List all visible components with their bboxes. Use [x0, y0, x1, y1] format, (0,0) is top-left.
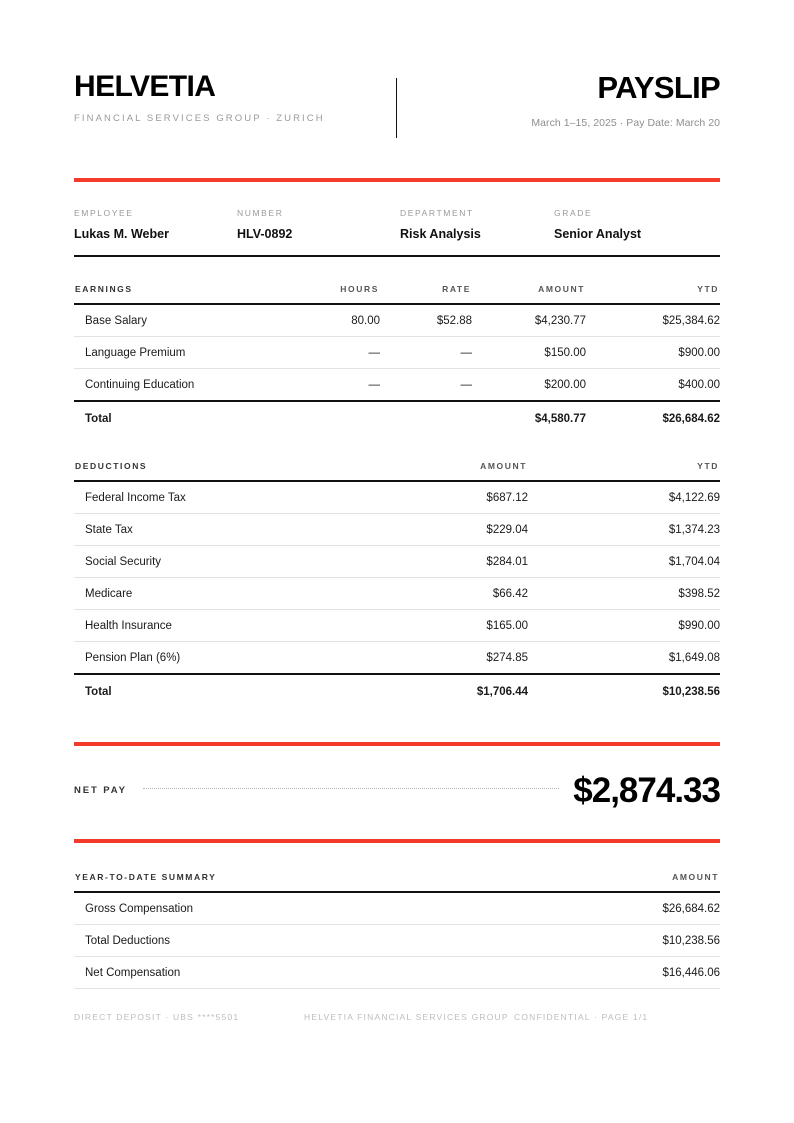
column-header-amount: AMOUNT [524, 871, 720, 892]
ytd-amount: $16,446.06 [524, 957, 720, 989]
ytd-label: Total Deductions [74, 925, 524, 957]
ytd-label: Net Compensation [74, 957, 524, 989]
column-header-hours: HOURS [302, 283, 380, 304]
deduction-label: State Tax [74, 514, 334, 546]
earning-amount: $4,230.77 [472, 304, 586, 337]
table-row [74, 610, 720, 642]
deduction-amount: $274.85 [486, 652, 528, 664]
deduction-amount: $229.04 [334, 514, 528, 546]
deduction-amount: $165.00 [334, 610, 528, 642]
total-hours [302, 401, 380, 434]
ytd-summary-table [74, 871, 720, 989]
total-rate [380, 401, 472, 434]
earning-rate: — [460, 379, 472, 391]
deduction-label: Pension Plan (6%) [85, 652, 181, 664]
field-value: Risk Analysis [400, 227, 481, 241]
table-row [74, 925, 720, 957]
column-header-ytd: YTD [586, 283, 720, 304]
ytd-label: Gross Compensation [74, 892, 524, 925]
earning-rate: — [380, 337, 472, 369]
earning-ytd: $25,384.62 [586, 304, 720, 337]
deduction-amount: $687.12 [334, 481, 528, 514]
employee-field-grade [554, 208, 714, 241]
earnings-table [74, 283, 720, 434]
table-row [74, 642, 720, 675]
employee-field-employee [74, 208, 237, 241]
deduction-ytd: $990.00 [528, 610, 720, 642]
field-value: Senior Analyst [554, 227, 642, 241]
earning-label: Language Premium [74, 337, 302, 369]
total-label: Total [74, 401, 302, 434]
document-title-block [400, 72, 720, 129]
ytd-table-header [74, 871, 720, 892]
employee-info-row [74, 182, 720, 257]
company-tagline: FINANCIAL SERVICES GROUP · ZURICH [74, 113, 325, 124]
footer-company-name: HELVETIA FINANCIAL SERVICES GROUP [304, 1012, 509, 1022]
column-header-rate: RATE [380, 283, 472, 304]
employee-field-department [400, 208, 554, 241]
field-label: GRADE [554, 208, 593, 218]
table-row [74, 304, 720, 337]
deduction-ytd: $1,649.08 [668, 652, 720, 664]
dotted-leader-line [143, 787, 559, 789]
total-label: Total [74, 674, 334, 707]
header-vertical-divider [396, 78, 397, 138]
field-value: HLV-0892 [237, 227, 293, 241]
table-row [74, 892, 720, 925]
earning-hours: — [368, 379, 380, 391]
field-value: Lukas M. Weber [74, 227, 169, 241]
deduction-amount: $66.42 [334, 578, 528, 610]
deduction-label: Social Security [74, 546, 334, 578]
table-row [74, 546, 720, 578]
deduction-ytd: $4,122.69 [528, 481, 720, 514]
field-label: EMPLOYEE [74, 208, 134, 218]
accent-bar-bottom [74, 839, 720, 843]
document-header [74, 0, 720, 146]
pay-period-meta: March 1–15, 2025 · Pay Date: March 20 [531, 117, 720, 129]
table-row [74, 337, 720, 369]
net-pay-label: NET PAY [74, 784, 127, 796]
total-amount: $4,580.77 [472, 401, 586, 434]
accent-bar-middle [74, 742, 720, 746]
earning-amount: $150.00 [472, 337, 586, 369]
column-header-amount: AMOUNT [472, 283, 586, 304]
column-header-earnings: EARNINGS [74, 283, 302, 304]
table-row [74, 369, 720, 402]
deduction-label: Health Insurance [74, 610, 334, 642]
ytd-amount: $10,238.56 [524, 925, 720, 957]
document-footer [74, 1011, 720, 1024]
total-amount: $1,706.44 [334, 674, 528, 707]
total-ytd: $26,684.62 [586, 401, 720, 434]
earnings-total-row [74, 401, 720, 434]
table-row [74, 957, 720, 989]
page-title: PAYSLIP [597, 70, 720, 105]
field-label: DEPARTMENT [400, 208, 474, 218]
deductions-table-header [74, 460, 720, 481]
earning-hours: — [302, 337, 380, 369]
table-row [74, 578, 720, 610]
earnings-section [74, 283, 720, 434]
deduction-ytd: $1,704.04 [528, 546, 720, 578]
earning-ytd: $900.00 [586, 337, 720, 369]
earning-ytd: $400.00 [678, 379, 720, 391]
earning-hours: 80.00 [302, 304, 380, 337]
earning-amount: $200.00 [544, 379, 586, 391]
earning-label: Base Salary [74, 304, 302, 337]
ytd-summary-section [74, 871, 720, 989]
table-row [74, 514, 720, 546]
employee-field-number [237, 208, 400, 241]
deductions-total-row [74, 674, 720, 707]
earning-rate: $52.88 [380, 304, 472, 337]
field-label: NUMBER [237, 208, 284, 218]
deduction-ytd: $398.52 [528, 578, 720, 610]
company-logo-wordmark: HELVETIA [74, 70, 216, 103]
earnings-table-header [74, 283, 720, 304]
deduction-ytd: $1,374.23 [528, 514, 720, 546]
column-header-amount: AMOUNT [334, 460, 528, 481]
deductions-section [74, 460, 720, 707]
footer-deposit-info: DIRECT DEPOSIT · UBS ****5501 [74, 1012, 240, 1022]
brand-block [74, 72, 394, 124]
deduction-label: Federal Income Tax [74, 481, 334, 514]
net-pay-row [74, 767, 720, 813]
total-ytd: $10,238.56 [528, 674, 720, 707]
footer-confidential-page: CONFIDENTIAL · PAGE 1/1 [514, 1012, 649, 1022]
column-header-ytd: YTD [528, 460, 720, 481]
earning-label: Continuing Education [85, 379, 195, 391]
net-pay-amount: $2,874.33 [573, 770, 720, 810]
column-header-ytd-summary: YEAR-TO-DATE SUMMARY [74, 871, 524, 892]
deductions-table [74, 460, 720, 707]
deduction-amount: $284.01 [334, 546, 528, 578]
deduction-label: Medicare [74, 578, 334, 610]
ytd-amount: $26,684.62 [524, 892, 720, 925]
column-header-deductions: DEDUCTIONS [74, 460, 334, 481]
table-row [74, 481, 720, 514]
